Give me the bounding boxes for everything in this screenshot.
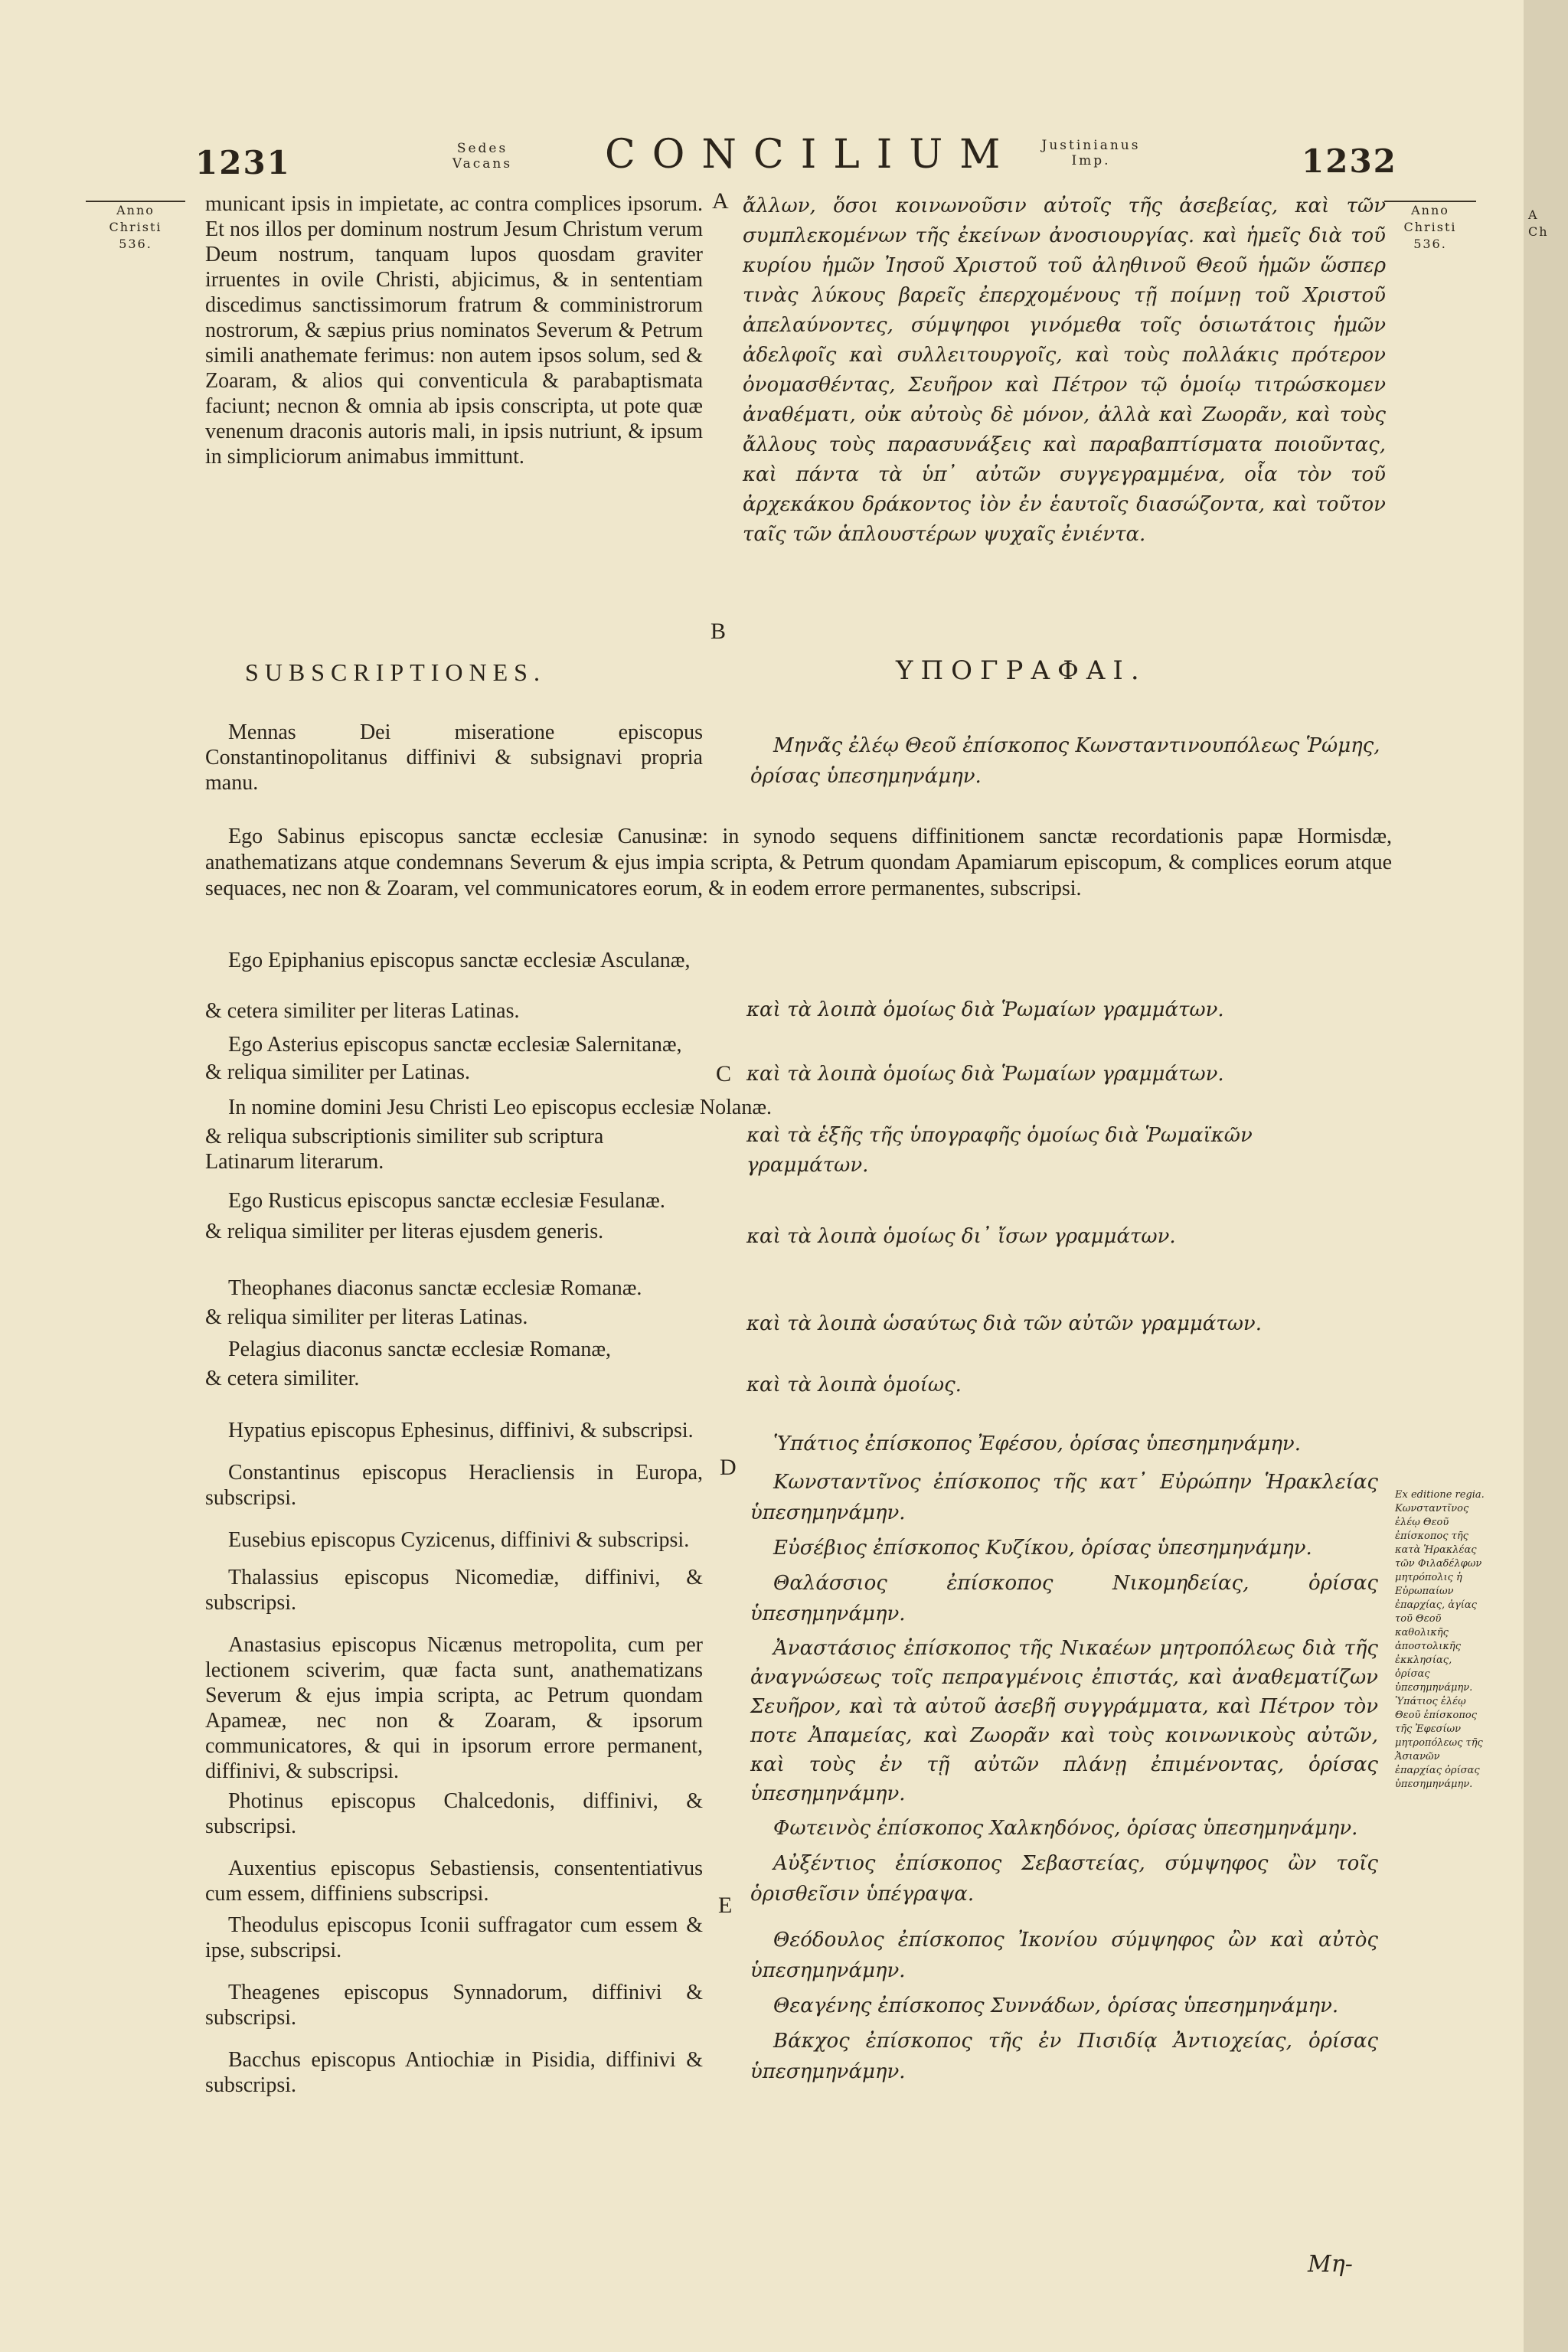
running-head-right [1003, 138, 1179, 168]
facing-page-edge [1524, 0, 1568, 2352]
list-item: Eusebius episcopus Cyzicenus, diffinivi & subscripsi. [228, 1528, 690, 1552]
anno-label: Anno [1411, 203, 1449, 217]
theophanes-rest-latin: & reliqua similiter per literas Latinas. [205, 1305, 528, 1329]
section-letter-d: D [720, 1455, 737, 1480]
list-item: Φωτεινὸς ἐπίσκοπος Χαλκηδόνος, ὁρίσας ὑπεσημηνάμην. [773, 1817, 1358, 1840]
subscription-epiphanius: Ego Epiphanius episcopus sanctæ ecclesiæ Asculanæ, [228, 949, 691, 972]
catchword: Μη- [1308, 2251, 1353, 2278]
list-item: Constantinus episcopus Heracliensis in Europa, subscripsi. [205, 1461, 703, 1510]
running-head-left-line2: Vacans [452, 156, 513, 172]
theophanes-rest-greek: καὶ τὰ λοιπὰ ὡσαύτως διὰ τῶν αὐτῶν γραμμάτων. [746, 1312, 1262, 1335]
subscription-mennas-greek: Μηνᾶς ἐλέῳ Θεοῦ ἐπίσκοπος Κωνσταντινουπόλεως Ῥώμης, ὁρίσας ὑπεσημηνάμην. [750, 734, 1380, 788]
christi-label: Christi [1403, 220, 1457, 234]
fragment-line1: A [1528, 207, 1539, 222]
list-item: Theagenes episcopus Synnadorum, diffinivi & subscripsi. [205, 1981, 703, 2030]
pelagius-rest-greek: καὶ τὰ λοιπὰ ὁμοίως. [746, 1374, 962, 1396]
list-item: Theodulus episcopus Iconii suffragator cum essem & ipse, subscripsi. [205, 1913, 703, 1962]
list-item: Anastasius episcopus Nicænus metropolita, cum per lectionem sciverim, quæ facta sunt, anathematizans Severum & ejus impia scripta, ac Petrum quondam Apameæ, nec non & Zoaram, & ipsorum communicatores, & qui in ipsorum errore permanent, diffinivi, & subscripsi. [205, 1633, 703, 1783]
list-item: Ἀναστάσιος ἐπίσκοπος τῆς Νικαέων μητροπόλεως διὰ τῆς ἀναγνώσεως τοῖς πεπραγμένοις ἐπιστάς, καὶ ἀναθεματίζων Σευῆρον, καὶ τὰ αὐτοῦ ἀσεβῆ συγγράμματα, καὶ Πέτρον τὸν ποτε Ἀπαμείας, καὶ Ζωορᾶν καὶ τοὺς κοινωνικοὺς αὐτῶν, καὶ τοὺς ἐν τῇ αὐτῶν πλάνῃ ἐπιμένοντας, ὁρίσας ὑπεσημηνάμην. [750, 1637, 1378, 1805]
subscriptions-heading-latin: SUBSCRIPTIONES. [245, 658, 546, 686]
subscriptions-heading-greek: ΥΠΟΓΡΑΦΑΙ. [896, 655, 1147, 686]
page-title: CONCILIUM [605, 132, 1018, 178]
epiphanius-rest-greek: καὶ τὰ λοιπὰ ὁμοίως διὰ Ῥωμαίων γραμμάτων. [746, 998, 1224, 1021]
facing-page-fragment [1528, 207, 1568, 240]
list-item: Εὐσέβιος ἐπίσκοπος Κυζίκου, ὁρίσας ὑπεσημηνάμην. [773, 1537, 1312, 1560]
list-item: Bacchus episcopus Antiochiæ in Pisidia, diffinivi & subscripsi. [205, 2048, 703, 2097]
subscription-rusticus: Ego Rusticus episcopus sanctæ ecclesiæ Fesulanæ. [228, 1189, 665, 1213]
running-head-left-line1: Sedes [456, 141, 508, 156]
greek-paragraph: ἄλλων, ὅσοι κοινωνοῦσιν αὐτοῖς τῆς ἀσεβείας, καὶ τῶν συμπλεκομένων τῆς ἐκείνων ἀνοσιουργίας. καὶ ἡμεῖς διὰ τοῦ κυρίου ἡμῶν Ἰησοῦ Χριστοῦ τοῦ ἀληθινοῦ Θεοῦ ἡμῶν ὥσπερ τινὰς λύκους βαρεῖς ἐπερχομένους τῇ ποίμνῃ τοῦ Χριστοῦ ἀπελαύνοντες, σύμψηφοι γινόμεθα τοῖς ὁσιωτάτοις ἡμῶν ἀδελφοῖς καὶ συλλειτουργοῖς, καὶ τοὺς πολλάκις πρότερον ὀνομασθέντας, Σευῆρον καὶ Πέτρον τῷ ὁμοίῳ τιτρώσκομεν ἀναθέματι, οὐκ αὐτοὺς δὲ μόνον, ἀλλὰ καὶ Ζωορᾶν, καὶ τοὺς ἄλλους τοὺς παρασυνάξεις καὶ παραβαπτίσματα ποιοῦντας, καὶ πάντα τὰ ὑπ᾽ αὐτῶν συγγεγραμμένα, οἷα τὸν τοῦ ἀρχεκάκου δράκοντος ἰὸν ἐν ἑαυτοῖς διασώζοντα, καὶ τοῦτον ταῖς τῶν ἁπλουστέρων ψυχαῖς ἐνιέντα. [743, 194, 1386, 546]
list-item: Θεαγένης ἐπίσκοπος Συννάδων, ὁρίσας ὑπεσημηνάμην. [773, 1994, 1339, 2017]
section-letter-a: A [712, 188, 729, 214]
anno-label: Anno [116, 203, 155, 217]
christi-label: Christi [109, 220, 162, 234]
latin-bishops-list [205, 1418, 703, 2098]
anno-christi-right [1384, 201, 1476, 253]
list-item: Auxentius episcopus Sebastiensis, consententiativus cum essem, diffiniens subscripsi. [205, 1857, 703, 1906]
list-item: Θαλάσσιος ἐπίσκοπος Νικομηδείας, ὁρίσας ὑπεσημηνάμην. [750, 1572, 1378, 1625]
anno-christi-left [86, 201, 185, 253]
list-item: Thalassius episcopus Nicomediæ, diffinivi, & subscripsi. [205, 1566, 703, 1615]
leo-rest-greek: καὶ τὰ ἑξῆς τῆς ὑπογραφῆς ὁμοίως διὰ Ῥωμαϊκῶν γραμμάτων. [746, 1124, 1253, 1177]
section-letter-c: C [716, 1061, 732, 1086]
list-item: Ὑπάτιος ἐπίσκοπος Ἐφέσου, ὁρίσας ὑπεσημηνάμην. [773, 1432, 1301, 1455]
marginal-note-editio-regia: Ex editione regia. Κωνσταντῖνος ἐλέῳ Θεοῦ ἐπίσκοπος τῆς κατὰ Ἡρακλέας τῶν Φιλαδέλφων μητρόπολις ἡ Εὐρωπαίων ἐπαρχίας, ἁγίας τοῦ Θεοῦ καθολικῆς ἀποστολικῆς ἐκκλησίας, ὁρίσας ὑπεσημηνάμην. Ὑπάτιος ἐλέῳ Θεοῦ ἐπίσκοπος τῆς Ἐφεσίων μητροπόλεως τῆς Ἀσιανῶν ἐπαρχίας ὁρίσας ὑπεσημηνάμην. [1395, 1489, 1485, 1790]
list-item: Βάκχος ἐπίσκοπος τῆς ἐν Πισιδίᾳ Ἀντιοχείας, ὁρίσας ὑπεσημηνάμην. [750, 2030, 1378, 2083]
fragment-line2: Ch [1528, 224, 1549, 239]
running-head-right-line1: Justinianus [1041, 138, 1141, 153]
section-letter-e: E [718, 1893, 733, 1918]
asterius-rest-latin: & reliqua similiter per Latinas. [205, 1060, 471, 1084]
rusticus-rest-latin: & reliqua similiter per literas ejusdem generis. [205, 1220, 604, 1243]
subscription-asterius: Ego Asterius episcopus sanctæ ecclesiæ Salernitanæ, [228, 1033, 682, 1057]
year-label: 536. [119, 237, 152, 251]
subscription-theophanes: Theophanes diaconus sanctæ ecclesiæ Romanæ. [228, 1276, 642, 1300]
page-number-left: 1231 [195, 144, 291, 181]
subscription-pelagius: Pelagius diaconus sanctæ ecclesiæ Romanæ, [228, 1338, 612, 1361]
year-label: 536. [1413, 237, 1447, 251]
subscription-leo: In nomine domini Jesu Christi Leo episcopus ecclesiæ Nolanæ. [228, 1096, 773, 1119]
list-item: Αὐξέντιος ἐπίσκοπος Σεβαστείας, σύμψηφος ὢν τοῖς ὁρισθεῖσιν ὑπέγραψα. [750, 1852, 1378, 1906]
list-item: Θεόδουλος ἐπίσκοπος Ἰκονίου σύμψηφος ὢν καὶ αὐτὸς ὑπεσημηνάμην. [750, 1929, 1378, 1982]
subscription-sabinus: Ego Sabinus episcopus sanctæ ecclesiæ Canusinæ: in synodo sequens diffinitionem sanctæ recordationis papæ Hormisdæ, anathematizans atque condemnans Severum & ejus impia scripta, & Petrum quondam Apamiarum episcopum, & complices eorum atque sequaces, nec non & Zoaram, vel communicatores eorum, & in eodem errore permanentes, subscripsi. [205, 825, 1392, 900]
section-letter-b: B [710, 619, 727, 644]
running-head-left [429, 141, 536, 172]
asterius-rest-greek: καὶ τὰ λοιπὰ ὁμοίως διὰ Ῥωμαίων γραμμάτων. [746, 1063, 1224, 1086]
page-number-right: 1232 [1302, 142, 1397, 180]
subscription-mennas-latin: Mennas Dei miseratione episcopus Constantinopolitanus diffinivi & subsignavi propria manu. [205, 720, 703, 795]
greek-bishops-list [750, 1429, 1378, 2087]
running-head-right-line2: Imp. [1071, 153, 1111, 168]
pelagius-rest-latin: & cetera similiter. [205, 1367, 360, 1390]
list-item: Photinus episcopus Chalcedonis, diffinivi, & subscripsi. [205, 1789, 703, 1838]
leo-rest-latin: & reliqua subscriptionis similiter sub scriptura Latinarum literarum. [205, 1125, 604, 1174]
rusticus-rest-greek: καὶ τὰ λοιπὰ ὁμοίως δι᾽ ἴσων γραμμάτων. [746, 1225, 1176, 1248]
list-item: Κωνσταντῖνος ἐπίσκοπος τῆς κατ᾽ Εὐρώπην Ἡρακλείας ὑπεσημηνάμην. [750, 1471, 1378, 1524]
list-item: Hypatius episcopus Ephesinus, diffinivi, & subscripsi. [228, 1419, 694, 1442]
latin-paragraph: municant ipsis in impietate, ac contra complices ipsorum. Et nos illos per dominum nostrum Jesum Christum verum Deum nostrum, tanquam lupos quosdam graviter irruentes in ovile Christi, abjicimus, & in sententiam discedimus sanctissimorum fratrum & comministrorum nostrorum, & sæpius prius nominatos Severum & Petrum simili anathemate ferimus: non autem ipsos solum, sed & Zoaram, & alios qui conventicula & parabaptismata faciunt; necnon & omnia ab ipsis conscripta, ut pote quæ venenum draconis autoris mali, in ipsis nutriunt, & ipsum in simpliciorum animabus immittunt. [205, 192, 703, 469]
epiphanius-rest-latin: & cetera similiter per literas Latinas. [205, 999, 520, 1023]
